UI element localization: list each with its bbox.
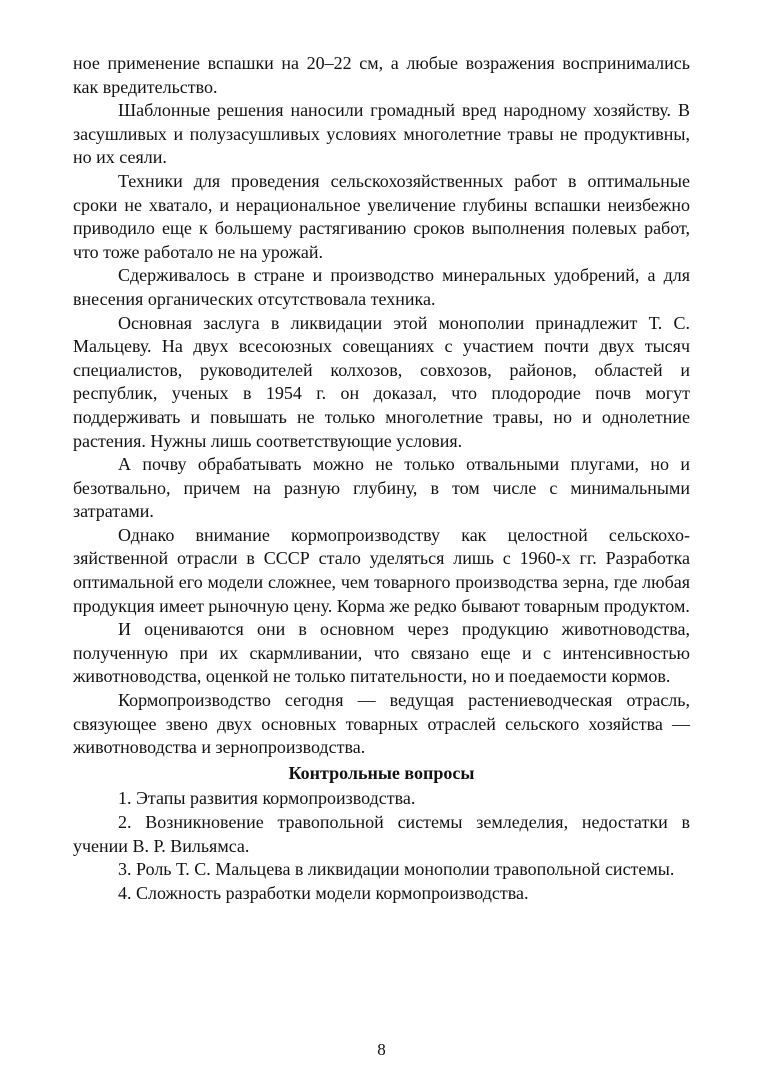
question-item: 4. Сложность разработки модели кормопроизводства. bbox=[118, 882, 529, 903]
question-item: 3. Роль Т. С. Мальцева в ликвидации монополии травопольной системы. bbox=[118, 859, 675, 880]
paragraph: Основная заслуга в ликвидации этой монополии принадлежит Т. С. Мальцеву. На двух всесоюзных совещаниях с участием почти двух тысяч специалистов, руководителей колхозов, совхозов, районов, областей и республик, ученых в 1954 г. он доказал, что плодородие почв могут поддерживать и повышать не только многолетние травы, но и однолетние растения. Нужны лишь соответствующие условия. bbox=[73, 312, 690, 451]
review-questions-section bbox=[73, 762, 690, 906]
paragraph: Шаблонные решения наносили громадный вред народному хозяйству. В засушливых и полузасушливых условиях многолетние травы не продуктивны, но их сеяли. bbox=[73, 100, 690, 168]
document-page bbox=[73, 52, 690, 905]
question-item: 2. Возникновение травопольной системы земледелия, недостатки в учении В. Р. Вильямса. bbox=[73, 812, 690, 856]
paragraph: А почву обрабатывать можно не только отвальными плугами, но и безотвально, причем на разную глубину, в том числе с минимальными затратами. bbox=[73, 454, 690, 522]
page-number: 8 bbox=[377, 1040, 386, 1059]
paragraph: Сдерживалось в стране и производство минеральных удобрений, а для внесения органических отсутствовала техника. bbox=[73, 265, 690, 309]
paragraph: Техники для проведения сельскохозяйственных работ в оптимальные сроки не хватало, и нерациональное увеличение глубины вспашки неизбежно приводило еще к большему растягиванию сроков выполнения полевых работ, что тоже работало не на урожай. bbox=[73, 170, 690, 262]
question-item: 1. Этапы развития кормопроизводства. bbox=[118, 788, 416, 809]
section-heading: Контрольные вопросы bbox=[288, 762, 475, 783]
paragraph: И оцениваются они в основном через продукцию животноводства, полученную при их скармливании, что связано еще и с интенсивностью животноводства, оценкой не только питательности, но и поедаемости кормов. bbox=[73, 619, 690, 687]
paragraph: Кормопроизводство сегодня — ведущая растениеводческая отрасль, связующее звено двух основных товарных отраслей сельского хозяйства — животноводства и зернопроизводства. bbox=[73, 690, 690, 758]
paragraph: Однако внимание кормопроизводству как целостной сельскохозяйственной отрасли в СССР стало уделяться лишь с 1960-х гг. Разработка оптимальной его модели сложнее, чем товарного производства зерна, где любая продукция имеет рыночную цену. Корма же редко бывают товарным продуктом. bbox=[73, 524, 690, 616]
body-text bbox=[73, 52, 690, 760]
paragraph-continuation: ное применение вспашки на 20–22 см, а любые возражения воспринимались как вредительство. bbox=[73, 53, 690, 97]
